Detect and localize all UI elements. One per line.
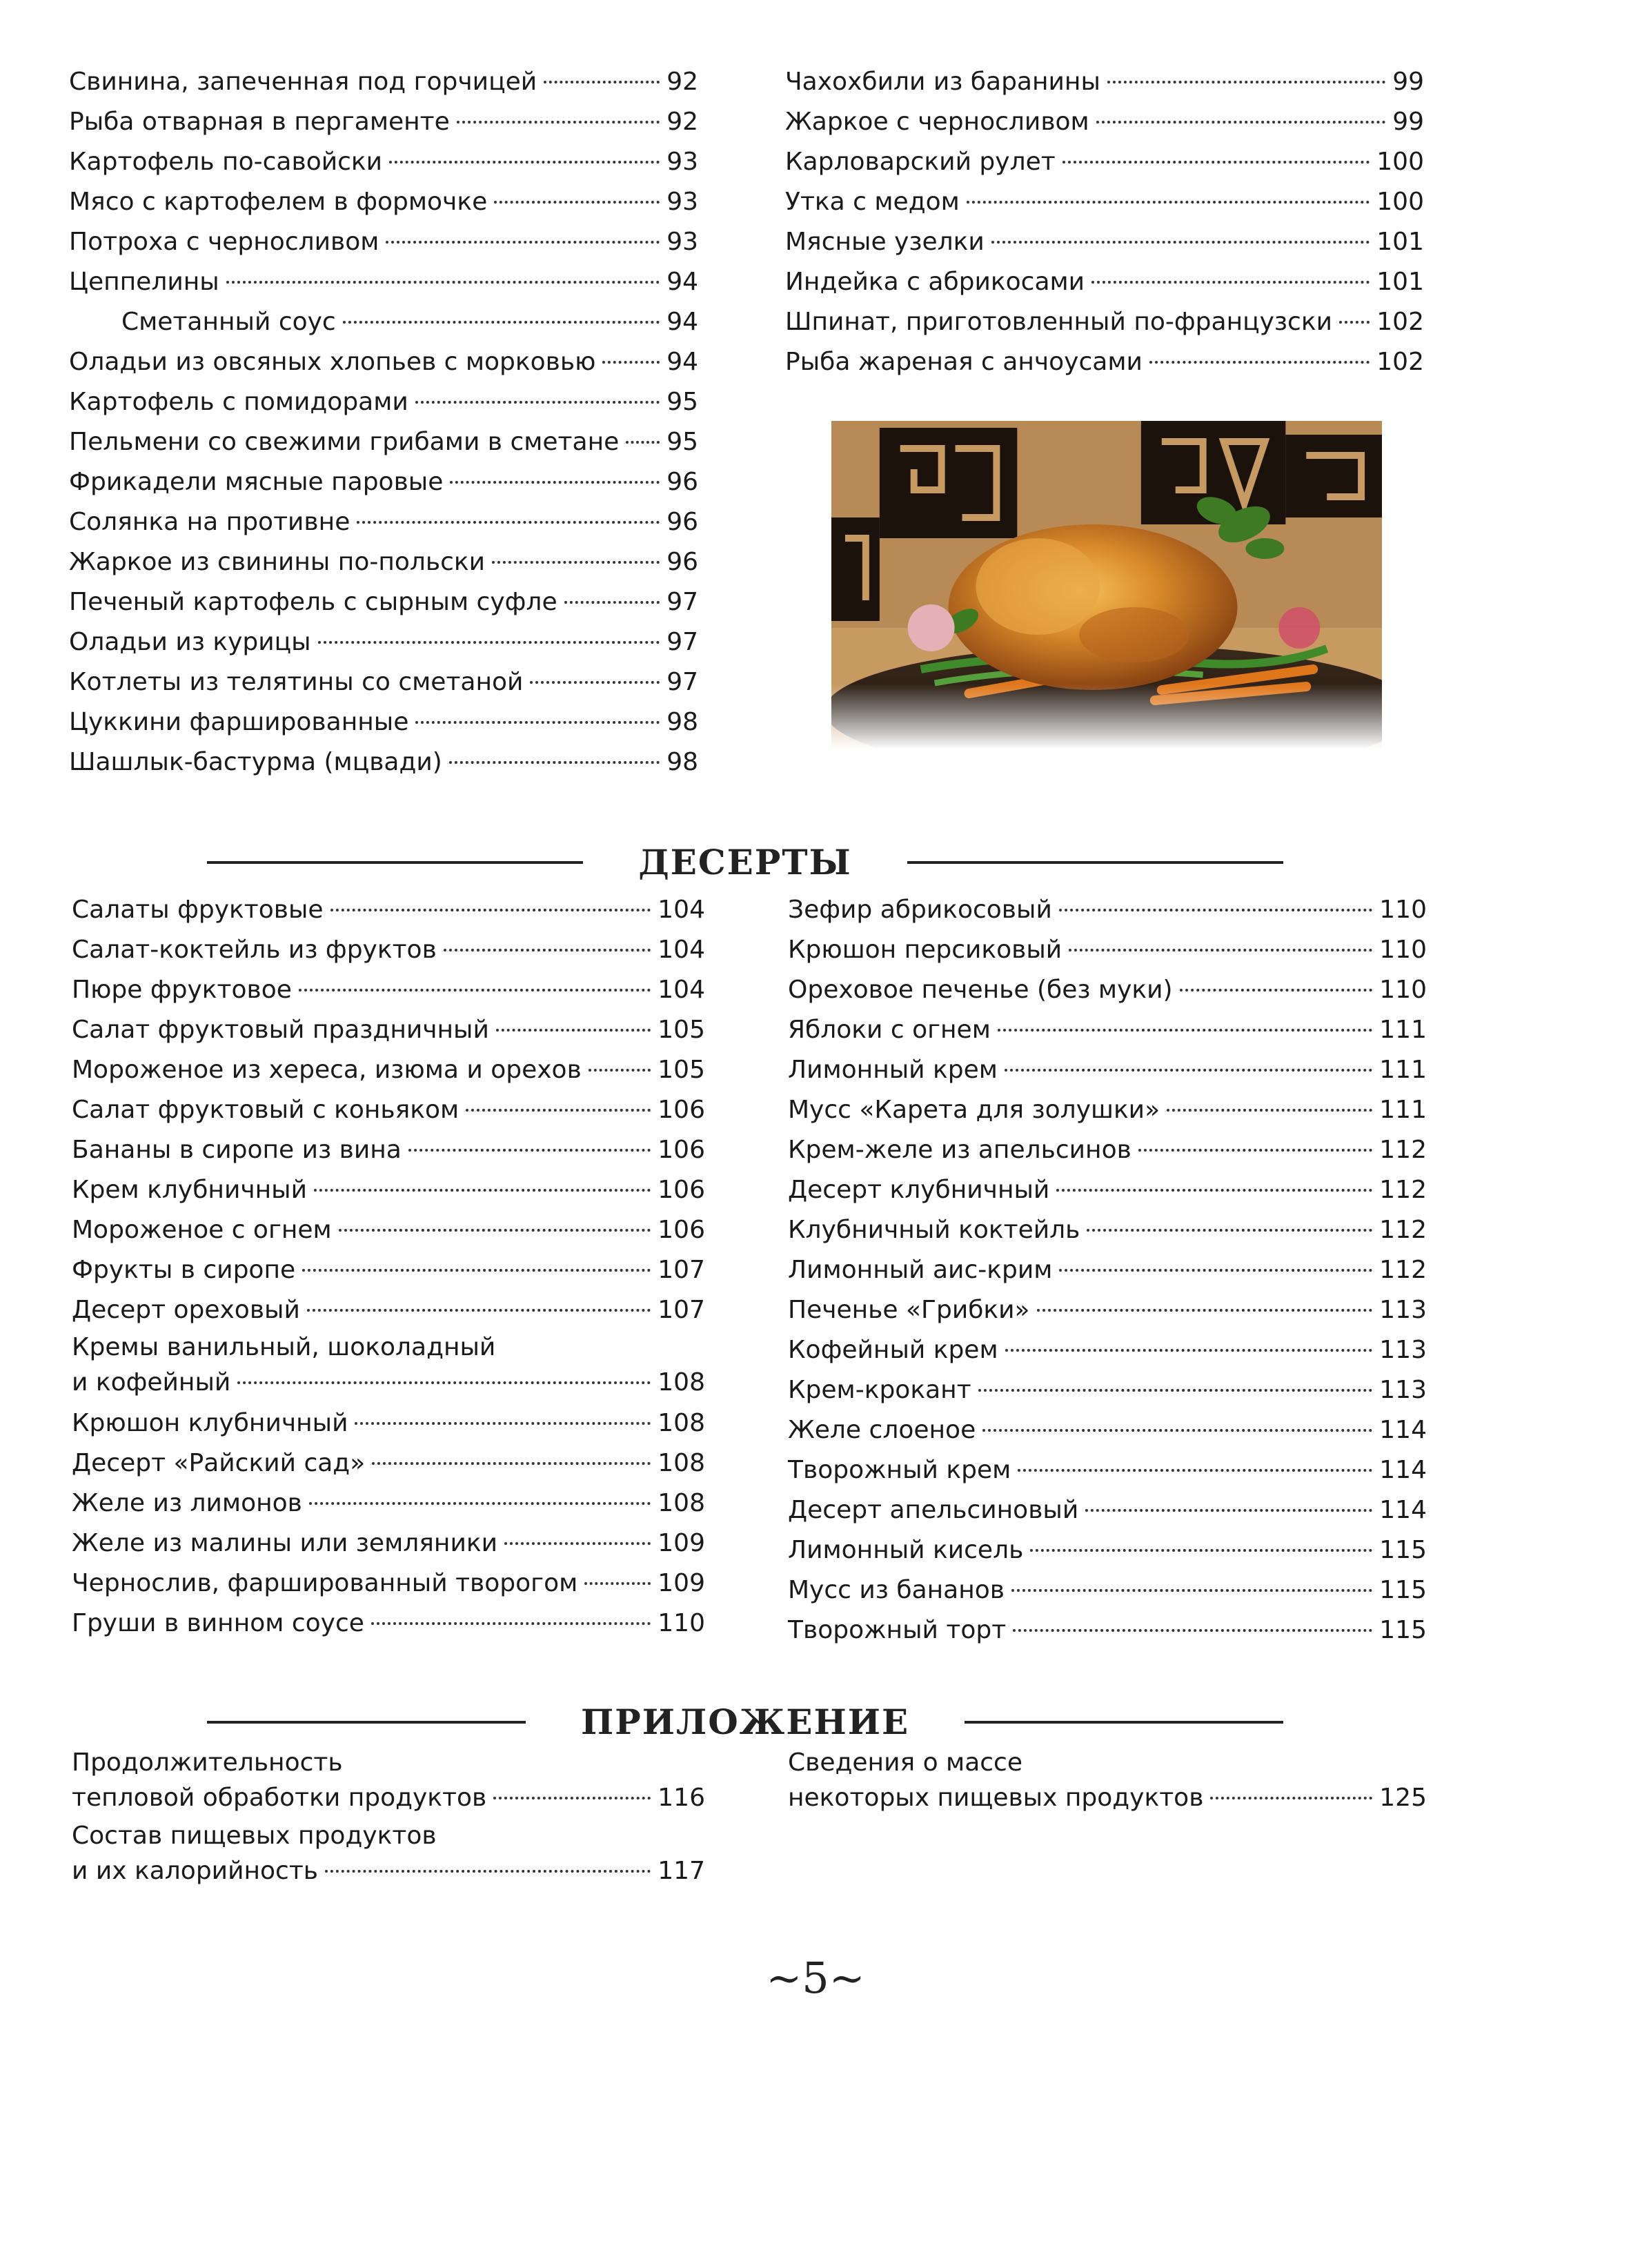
roast-chicken-photo [831, 421, 1382, 749]
toc-entry[interactable]: Фрикадели мясные паровые 96 [69, 468, 698, 496]
toc-entry[interactable]: Мусс из бананов 115 [788, 1576, 1427, 1604]
toc-entry[interactable]: Картофель с помидорами 95 [69, 388, 698, 416]
toc-entry[interactable]: Ореховое печенье (без муки) 110 [788, 976, 1427, 1004]
toc-entry[interactable]: Оладьи из овсяных хлопьев с морковью 94 [69, 348, 698, 376]
toc-main-left [69, 62, 698, 782]
toc-desserts-left [72, 890, 705, 1644]
toc-entry[interactable]: Фрукты в сиропе 107 [72, 1256, 705, 1284]
toc-entry[interactable]: Рыба отварная в пергаменте 92 [69, 108, 698, 136]
heading-rule-right [907, 861, 1283, 864]
toc-entry[interactable]: Крем клубничный 106 [72, 1176, 705, 1204]
toc-entry[interactable]: Творожный крем 114 [788, 1456, 1427, 1484]
heading-text: ДЕСЕРТЫ [638, 842, 852, 882]
toc-entry[interactable]: Картофель по-савойски 93 [69, 148, 698, 176]
toc-entry[interactable]: Крем-желе из апельсинов 112 [788, 1136, 1427, 1164]
toc-entry[interactable]: Карловарский рулет 100 [785, 148, 1424, 176]
toc-entry[interactable]: Десерт «Райский сад» 108 [72, 1449, 705, 1477]
heading-rule-left [207, 1721, 526, 1724]
toc-entry-multiline[interactable]: Кремы ванильный, шоколадный и кофейный 108 [72, 1333, 705, 1397]
toc-entry[interactable]: Цуккини фаршированные 98 [69, 708, 698, 736]
toc-entry[interactable]: Утка с медом 100 [785, 188, 1424, 216]
toc-entry[interactable]: Бананы в сиропе из вина 106 [72, 1136, 705, 1164]
section-heading-appendix [207, 1702, 1283, 1742]
toc-entry[interactable]: Груши в винном соусе 110 [72, 1609, 705, 1637]
toc-entry[interactable]: Шпинат, приготовленный по-французски 102 [785, 308, 1424, 336]
toc-entry[interactable]: Десерт ореховый 107 [72, 1296, 705, 1324]
toc-entry-multiline[interactable]: Сведения о массе некоторых пищевых продуктов 125 [788, 1748, 1427, 1812]
toc-entry[interactable]: Салат-коктейль из фруктов 104 [72, 936, 705, 964]
roast-chicken-image [831, 421, 1382, 749]
toc-entry[interactable]: Потроха с черносливом 93 [69, 228, 698, 256]
toc-entry[interactable]: Пельмени со свежими грибами в сметане 95 [69, 428, 698, 456]
toc-entry-multiline[interactable]: Продолжительность тепловой обработки продуктов 116 [72, 1748, 705, 1812]
toc-entry[interactable]: Клубничный коктейль 112 [788, 1216, 1427, 1244]
heading-text: ПРИЛОЖЕНИЕ [580, 1702, 910, 1742]
toc-main-right [785, 62, 1424, 382]
page-number: ~5~ [766, 1953, 865, 2003]
toc-entry[interactable]: Лимонный кисель 115 [788, 1536, 1427, 1564]
toc-appendix-left [72, 1746, 705, 1892]
toc-entry[interactable]: Печеный картофель с сырным суфле 97 [69, 588, 698, 616]
toc-entry[interactable]: Цеппелины 94 [69, 268, 698, 296]
toc-entry[interactable]: Салаты фруктовые 104 [72, 896, 705, 924]
toc-entry-multiline[interactable]: Состав пищевых продуктов и их калорийность 117 [72, 1822, 705, 1885]
toc-entry[interactable]: Рыба жареная с анчоусами 102 [785, 348, 1424, 376]
toc-entry[interactable]: Жаркое с черносливом 99 [785, 108, 1424, 136]
toc-desserts-right [788, 890, 1427, 1650]
toc-entry[interactable]: Крюшон персиковый 110 [788, 936, 1427, 964]
toc-entry[interactable]: Желе из малины или земляники 109 [72, 1529, 705, 1557]
toc-subentry[interactable]: Сметанный соус 94 [121, 308, 698, 336]
section-heading-desserts [207, 842, 1283, 882]
toc-entry[interactable]: Кофейный крем 113 [788, 1336, 1427, 1364]
toc-entry[interactable]: Шашлык-бастурма (мцвади) 98 [69, 748, 698, 776]
toc-entry[interactable]: Индейка с абрикосами 101 [785, 268, 1424, 296]
toc-entry[interactable]: Творожный торт 115 [788, 1616, 1427, 1644]
toc-entry[interactable]: Чернослив, фаршированный творогом 109 [72, 1569, 705, 1597]
toc-entry[interactable]: Зефир абрикосовый 110 [788, 896, 1427, 924]
toc-entry[interactable]: Жаркое из свинины по-польски 96 [69, 548, 698, 576]
toc-entry[interactable]: Мороженое с огнем 106 [72, 1216, 705, 1244]
toc-entry[interactable]: Оладьи из курицы 97 [69, 628, 698, 656]
toc-entry[interactable]: Солянка на противне 96 [69, 508, 698, 536]
toc-entry[interactable]: Крем-крокант 113 [788, 1376, 1427, 1404]
toc-entry[interactable]: Салат фруктовый с коньяком 106 [72, 1096, 705, 1124]
toc-entry[interactable]: Мясо с картофелем в формочке 93 [69, 188, 698, 216]
toc-entry[interactable]: Мороженое из хереса, изюма и орехов 105 [72, 1056, 705, 1084]
toc-entry[interactable]: Пюре фруктовое 104 [72, 976, 705, 1004]
toc-entry[interactable]: Салат фруктовый праздничный 105 [72, 1016, 705, 1044]
toc-entry[interactable]: Желе из лимонов 108 [72, 1489, 705, 1517]
toc-entry[interactable]: Десерт клубничный 112 [788, 1176, 1427, 1204]
toc-entry[interactable]: Десерт апельсиновый 114 [788, 1496, 1427, 1524]
toc-entry[interactable]: Желе слоеное 114 [788, 1416, 1427, 1444]
toc-entry[interactable]: Свинина, запеченная под горчицей 92 [69, 68, 698, 96]
toc-entry[interactable]: Крюшон клубничный 108 [72, 1409, 705, 1437]
toc-entry[interactable]: Котлеты из телятины со сметаной 97 [69, 668, 698, 696]
toc-appendix-right [788, 1746, 1427, 1819]
toc-entry[interactable]: Лимонный крем 111 [788, 1056, 1427, 1084]
toc-entry[interactable]: Мусс «Карета для золушки» 111 [788, 1096, 1427, 1124]
toc-entry[interactable]: Мясные узелки 101 [785, 228, 1424, 256]
toc-entry[interactable]: Яблоки с огнем 111 [788, 1016, 1427, 1044]
heading-rule-left [207, 861, 583, 864]
toc-entry[interactable]: Чахохбили из баранины 99 [785, 68, 1424, 96]
toc-entry[interactable]: Печенье «Грибки» 113 [788, 1296, 1427, 1324]
toc-entry[interactable]: Лимонный аис-крим 112 [788, 1256, 1427, 1284]
heading-rule-right [965, 1721, 1283, 1724]
